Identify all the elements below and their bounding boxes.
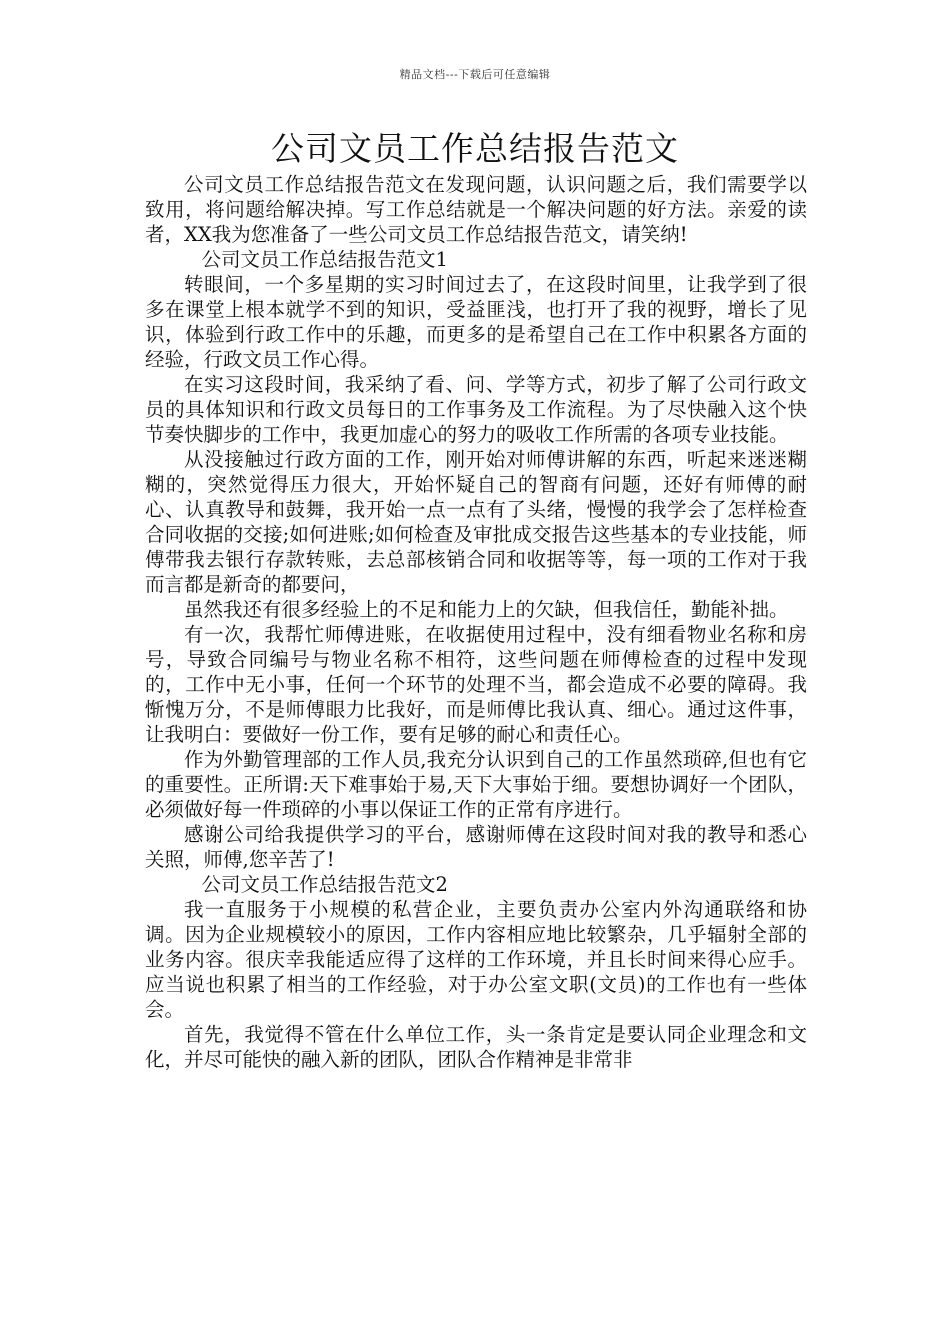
section-heading-1: 公司文员工作总结报告范文1: [201, 248, 448, 271]
paragraph: 作为外勤管理部的工作人员,我充分认识到自己的工作虽然琐碎,但也有它的重要性。正所谓:天下难事始于易,天下大事始于细。要想协调好一个团队，必须做好每一件琐碎的小事以保证工作的正常有序进行。: [145, 748, 807, 821]
document-body: [145, 172, 807, 1072]
header-note: 精品文档---下载后可任意编辑: [399, 68, 551, 81]
paragraph: 转眼间，一个多星期的实习时间过去了，在这段时间里，让我学到了很多在课堂上根本就学不到的知识，受益匪浅，也打开了我的视野，增长了见识，体验到行政工作中的乐趣，而更多的是希望自己在工作中积累各方面的经验，行政文员工作心得。: [145, 273, 807, 371]
paragraph: 首先，我觉得不管在什么单位工作，头一条肯定是要认同企业理念和文化，并尽可能快的融入新的团队，团队合作精神是非常非: [145, 1023, 807, 1071]
paragraph: 我一直服务于小规模的私营企业，主要负责办公室内外沟通联络和协调。因为企业规模较小的原因，工作内容相应地比较繁杂，几乎辐射全部的业务内容。很庆幸我能适应得了这样的工作环境，并且长时间来得心应手。应当说也积累了相当的工作经验，对于办公室文职(文员)的工作也有一些体会。: [145, 898, 807, 1021]
paragraph: 虽然我还有很多经验上的不足和能力上的欠缺，但我信任，勤能补拙。: [184, 598, 789, 621]
paragraph-intro: 公司文员工作总结报告范文在发现问题，认识问题之后，我们需要学以致用，将问题给解决掉。写工作总结就是一个解决问题的好方法。亲爱的读者，XX我为您准备了一些公司文员工作总结报告范文，请笑纳!: [145, 173, 807, 246]
paragraph: 感谢公司给我提供学习的平台，感谢师傅在这段时间对我的教导和悉心关照，师傅,您辛苦了!: [145, 823, 807, 871]
section-heading-2: 公司文员工作总结报告范文2: [201, 873, 448, 896]
document-title: 公司文员工作总结报告范文: [271, 129, 679, 168]
paragraph: 从没接触过行政方面的工作，刚开始对师傅讲解的东西，听起来迷迷糊糊的，突然觉得压力很大，开始怀疑自己的智商有问题，还好有师傅的耐心、认真教导和鼓舞，我开始一点一点有了头绪，慢慢的我学会了怎样检查合同收据的交接;如何进账;如何检查及审批成交报告这些基本的专业技能，师傅带我去银行存款转账，去总部核销合同和收据等等，每一项的工作对于我而言都是新奇的都要问，: [145, 448, 807, 596]
paragraph: 在实习这段时间，我采纳了看、问、学等方式，初步了解了公司行政文员的具体知识和行政文员每日的工作事务及工作流程。为了尽快融入这个快节奏快脚步的工作中，我更加虚心的努力的吸收工作所需的各项专业技能。: [145, 373, 807, 446]
paragraph: 有一次，我帮忙师傅进账，在收据使用过程中，没有细看物业名称和房号，导致合同编号与物业名称不相符，这些问题在师傅检查的过程中发现的，工作中无小事，任何一个环节的处理不当，都会造成不必要的障碍。我惭愧万分，不是师傅眼力比我好，而是师傅比我认真、细心。通过这件事，让我明白：要做好一份工作，要有足够的耐心和责任心。: [145, 623, 807, 746]
